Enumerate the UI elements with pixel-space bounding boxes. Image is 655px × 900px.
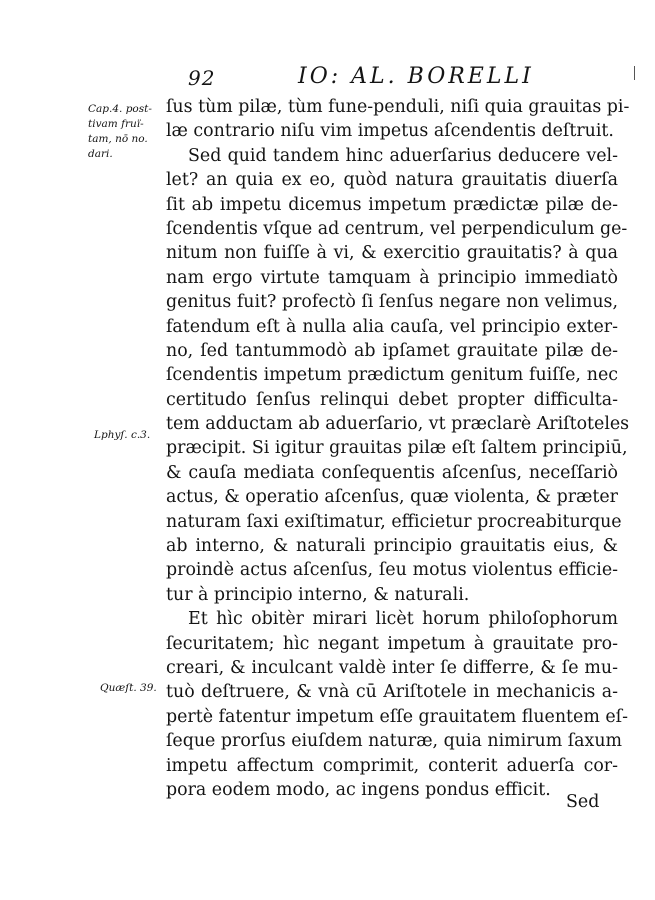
text-line: fatendum eſt à nulla alia cauſa, vel principio exter- xyxy=(166,316,618,337)
text-line: nam ergo virtute tamquam à principio immediatò xyxy=(166,267,618,288)
text-line: certitudo ſenſus relinqui debet propter difficulta- xyxy=(166,389,618,410)
text-line: ſeque prorſus eiuſdem naturæ, quia nimirum ſaxum xyxy=(166,731,623,752)
margin-note-line: dari. xyxy=(88,148,113,160)
margin-note-line: tam, nō no. xyxy=(88,133,148,145)
text-line: no, ſed tantummodò ab ipſamet grauitate pilæ de- xyxy=(166,340,618,361)
text-line: pertè fatentur impetum eſſe grauitatem fluentem eſ- xyxy=(166,706,628,727)
running-title: IO: AL. BORELLI xyxy=(298,64,534,89)
page-edge-mark xyxy=(634,66,635,80)
text-line: tuò deſtruere, & vnà cū Ariſtotele in mechanicis a- xyxy=(166,682,618,703)
page-number: 92 xyxy=(188,66,216,90)
text-line: impetu affectum comprimit, conterit aduerſa cor- xyxy=(166,755,618,776)
text-line: creari, & inculcant valdè inter ſe differre, & ſe mu- xyxy=(166,657,618,678)
text-line: let? an quia ex eo, quòd natura grauitatis diuerſa xyxy=(166,170,618,191)
text-line: tem adductam ab aduerſario, vt præclarè Ariſtoteles xyxy=(166,414,630,435)
text-line: & cauſa mediata conſequentis aſcenſus, neceſſariò xyxy=(166,462,618,483)
margin-note-line: Lphyſ. c.3. xyxy=(94,429,151,441)
margin-note-line: Quæſt. 39. xyxy=(100,682,157,694)
text-line: ſus tùm pilæ, tùm fune-penduli, niſi quia grauitas pi- xyxy=(166,97,630,117)
text-line: actus, & operatio aſcenſus, quæ violenta, & præter xyxy=(166,487,618,508)
body-text xyxy=(166,95,630,802)
margin-note-line: Cap.4. post- xyxy=(88,103,152,115)
margin-note-chapter-reference xyxy=(88,102,152,162)
text-line: tur à principio interno, & naturali. xyxy=(166,584,470,605)
text-line: præcipit. Si igitur grauitas pilæ eſt ſaltem principiū, xyxy=(166,438,628,459)
text-line: ab interno, & naturali principio grauitatis eius, & xyxy=(166,536,618,557)
margin-note-line: tivam fruï- xyxy=(88,118,144,130)
text-line: nitum non fuiſſe à vi, & exercitio grauitatis? à qua xyxy=(166,243,618,264)
margin-note-question-reference xyxy=(100,681,157,696)
text-line: ſecuritatem; hìc negant impetum à grauitate pro- xyxy=(166,633,618,654)
text-line: proindè actus aſcenſus, ſeu motus violentus efficie- xyxy=(166,560,618,581)
text-line: pora eodem modo, ac ingens pondus efficit. xyxy=(166,779,551,800)
text-line: læ contrario niſu vim impetus aſcendentis deſtruit. xyxy=(166,121,614,142)
text-line: ſcendentis vſque ad centrum, vel perpendiculum ge- xyxy=(166,218,628,239)
text-line: ſit ab impetu dicemus impetum prædictæ pilæ de- xyxy=(166,194,618,215)
text-line: Sed quid tandem hinc aduerſarius deducere vel- xyxy=(188,145,618,166)
text-line: Et hìc obitèr mirari licèt horum philoſophorum xyxy=(188,609,618,630)
text-line: genitus fuit? profectò ſi ſenſus negare non velimus, xyxy=(166,292,618,313)
margin-note-physics-reference xyxy=(94,428,150,443)
catchword: Sed xyxy=(566,792,600,812)
text-line: naturam ſaxi exiſtimatur, efficietur procreabiturque xyxy=(166,511,622,532)
text-line: ſcendentis impetum prædictum genitum fuiſſe, nec xyxy=(166,365,618,386)
